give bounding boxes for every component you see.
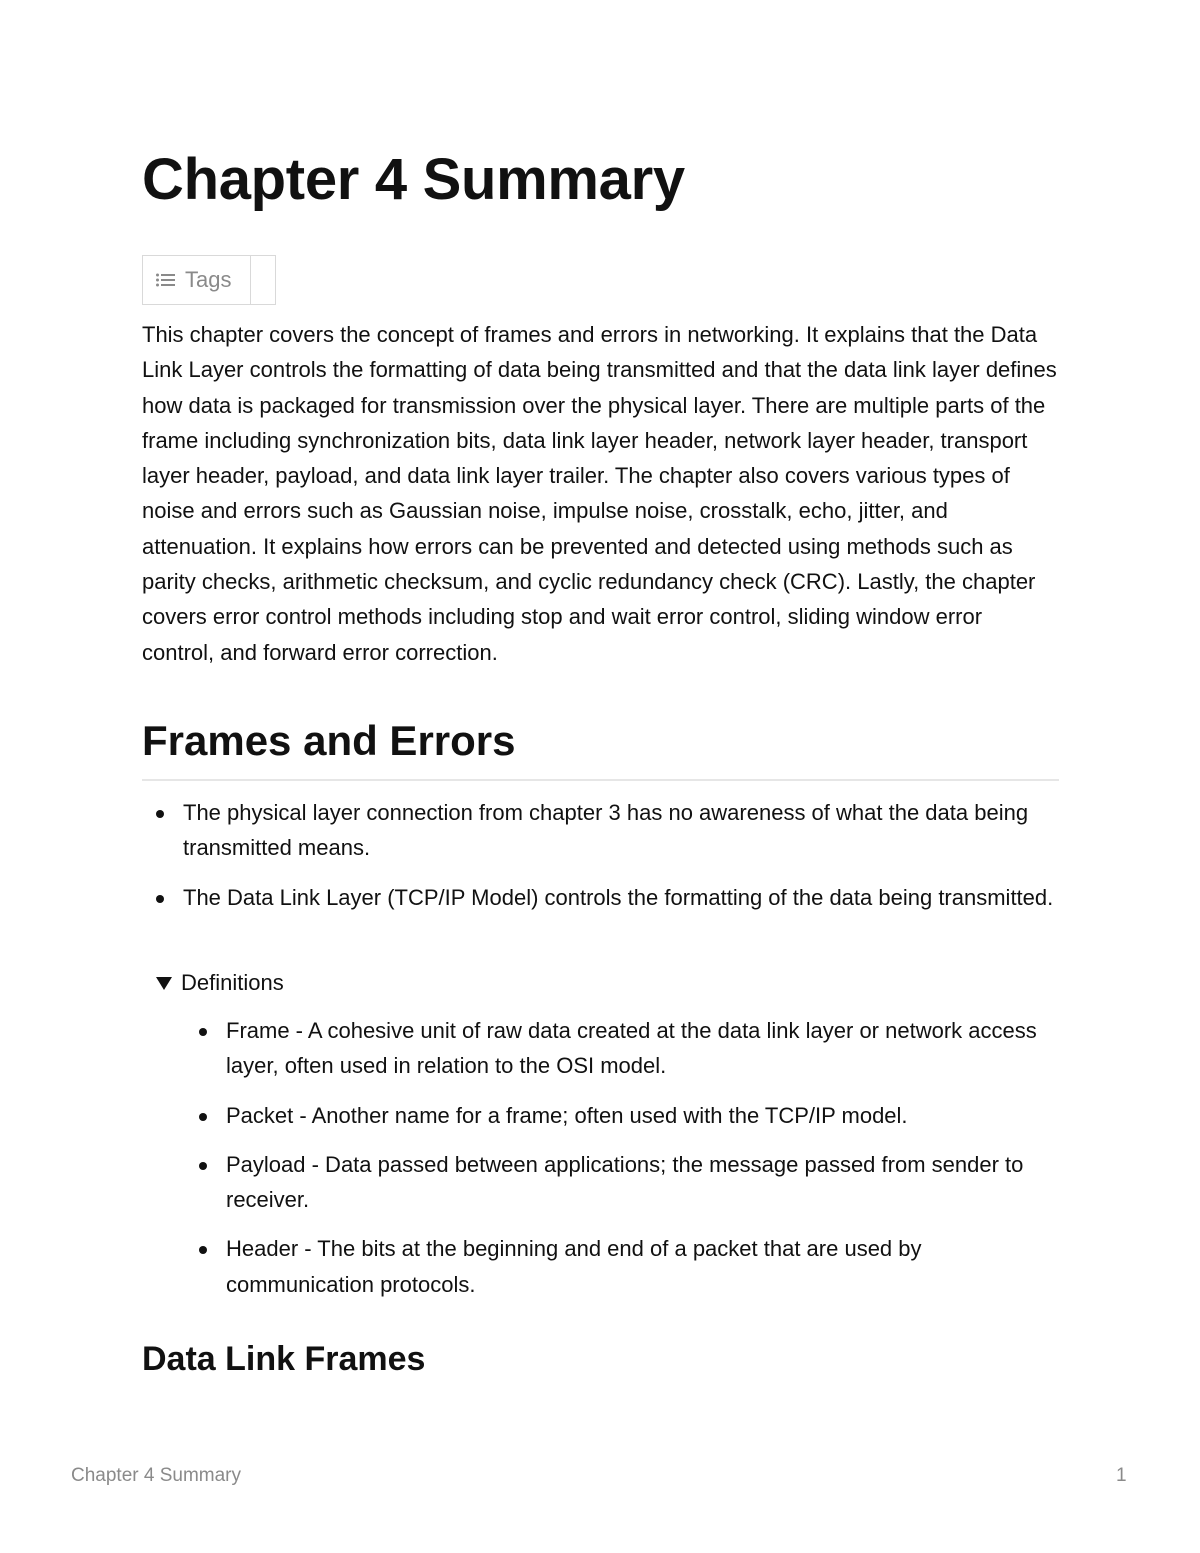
bullet-icon xyxy=(156,895,164,903)
list-item-text: The physical layer connection from chapter 3 has no awareness of what the data being transmitted means. xyxy=(183,800,1029,861)
tags-property[interactable] xyxy=(142,255,276,305)
tags-label: Tags xyxy=(185,267,232,292)
bullet-icon xyxy=(199,1162,207,1170)
bullet-icon xyxy=(199,1246,207,1254)
section-divider xyxy=(142,779,1059,781)
list-item-text: Header - The bits at the beginning and end of a packet that are used by communication protocols. xyxy=(226,1236,922,1297)
tags-property-name xyxy=(143,256,251,304)
list-item xyxy=(142,880,1059,915)
tags-value[interactable] xyxy=(251,256,275,304)
page-title: Chapter 4 Summary xyxy=(142,147,685,212)
list-item xyxy=(185,1147,1059,1218)
list-item xyxy=(185,1013,1059,1084)
section-heading-frames-and-errors: Frames and Errors xyxy=(142,717,516,764)
bullet-icon xyxy=(199,1028,207,1036)
list-item-text: Frame - A cohesive unit of raw data created at the data link layer or network access layer, often used in relation to the OSI model. xyxy=(226,1018,1037,1079)
list-item-text: Payload - Data passed between applications; the message passed from sender to receiver. xyxy=(226,1151,1024,1213)
list-item-text: The Data Link Layer (TCP/IP Model) controls the formatting of the data being transmitted. xyxy=(183,884,1054,910)
page-number: 1 xyxy=(1116,1465,1127,1486)
list-item xyxy=(185,1098,1059,1133)
section-heading-data-link-frames: Data Link Frames xyxy=(142,1340,426,1378)
list-item xyxy=(185,1231,1059,1302)
definitions-toggle[interactable] xyxy=(156,965,284,1000)
bullet-icon xyxy=(199,1113,207,1121)
summary-paragraph: This chapter covers the concept of frames and errors in networking. It explains that the Data Link Layer controls the formatting of data being transmitted and that the data link layer defines how data is packaged for transmission over the physical layer. There are multiple parts of the frame including synchronization bits, data link layer header, network layer header, transport layer header, payload, and data link layer trailer. The chapter also covers various types of noise and errors such as Gaussian noise, impulse noise, crosstalk, echo, jitter, and attenuation. It explains how errors can be prevented and detected using methods such as parity checks, arithmetic checksum, and cyclic redundancy check (CRC). Lastly, the chapter covers error control methods including stop and wait error control, sliding window error control, and forward error correction. xyxy=(142,322,1057,665)
bullet-icon xyxy=(156,810,164,818)
list-item-text: Packet - Another name for a frame; often used with the TCP/IP model. xyxy=(226,1102,908,1128)
triangle-down-icon[interactable] xyxy=(156,977,172,990)
footer-title: Chapter 4 Summary xyxy=(71,1465,242,1486)
definitions-list xyxy=(185,1013,1059,1316)
bullet-list xyxy=(142,795,1059,929)
list-item xyxy=(142,795,1059,866)
toggle-label: Definitions xyxy=(181,970,284,995)
list-icon xyxy=(155,271,177,289)
